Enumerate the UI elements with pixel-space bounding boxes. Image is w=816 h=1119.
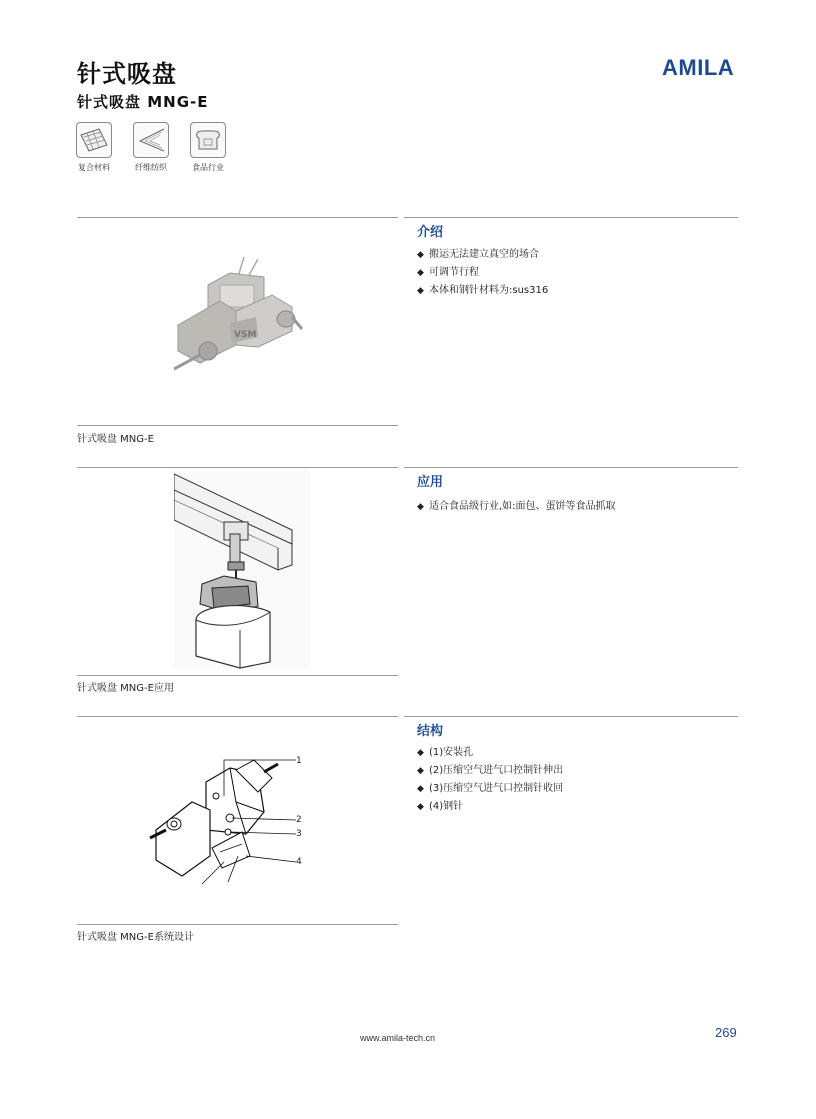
section-title-intro: 介绍 [417, 225, 444, 240]
list-item: ◆ (2)压缩空气进气口控制针伸出 [417, 762, 563, 780]
industry-food [182, 122, 234, 173]
composite-material-icon [76, 122, 112, 158]
industry-label: 食品行业 [192, 163, 224, 172]
figure-caption-product: 针式吸盘 MNG-E [77, 434, 154, 445]
page-title: 针式吸盘 [77, 60, 177, 88]
application-bullet-list [417, 498, 616, 516]
list-item: ◆ 可调节行程 [417, 264, 548, 282]
list-item: ◆ (4)钢针 [417, 798, 563, 816]
divider [404, 467, 738, 468]
bullet-icon: ◆ [417, 766, 424, 776]
structure-drawing [146, 752, 310, 888]
industry-label: 复合材料 [78, 163, 110, 172]
page-number: 269 [715, 1025, 737, 1040]
product-photo [160, 255, 310, 380]
figure-caption-application: 针式吸盘 MNG-E应用 [77, 683, 174, 694]
list-item: ◆ 本体和钢针材料为:sus316 [417, 282, 548, 300]
divider [77, 425, 398, 426]
brand-logo: AMILA [662, 55, 735, 80]
divider [404, 716, 738, 717]
food-industry-icon [190, 122, 226, 158]
fiber-textile-icon [133, 122, 169, 158]
divider [404, 217, 738, 218]
bullet-icon: ◆ [417, 502, 424, 512]
list-item: ◆ 搬运无法建立真空的场合 [417, 246, 548, 264]
industry-label: 纤维纺织 [135, 163, 167, 172]
figure-caption-structure: 针式吸盘 MNG-E系统设计 [77, 932, 194, 943]
footer-url: www.amila-tech.cn [360, 1033, 436, 1043]
bullet-icon: ◆ [417, 268, 424, 278]
bullet-icon: ◆ [417, 286, 424, 296]
bullet-icon: ◆ [417, 802, 424, 812]
product-mark: VSM [234, 330, 257, 340]
divider [77, 716, 398, 717]
callout-4: 4 [296, 857, 302, 867]
list-item: ◆ (3)压缩空气进气口控制针收回 [417, 780, 563, 798]
industry-composite [68, 122, 120, 173]
callout-1: 1 [296, 756, 302, 766]
list-item: ◆ 适合食品级行业,如:面包、蛋饼等食品抓取 [417, 498, 616, 516]
divider [77, 924, 398, 925]
page-subtitle: 针式吸盘 MNG-E [77, 93, 209, 111]
structure-bullet-list [417, 744, 563, 816]
section-title-structure: 结构 [417, 724, 444, 739]
divider [77, 675, 398, 676]
bullet-icon: ◆ [417, 250, 424, 260]
list-item: ◆ (1)安装孔 [417, 744, 563, 762]
intro-bullet-list [417, 246, 548, 300]
section-title-application: 应用 [417, 475, 444, 490]
callout-3: 3 [296, 829, 302, 839]
bullet-icon: ◆ [417, 748, 424, 758]
divider [77, 467, 398, 468]
divider [77, 217, 398, 218]
bullet-icon: ◆ [417, 784, 424, 794]
callout-2: 2 [296, 815, 302, 825]
industry-fiber [125, 122, 177, 173]
application-drawing [174, 470, 310, 670]
